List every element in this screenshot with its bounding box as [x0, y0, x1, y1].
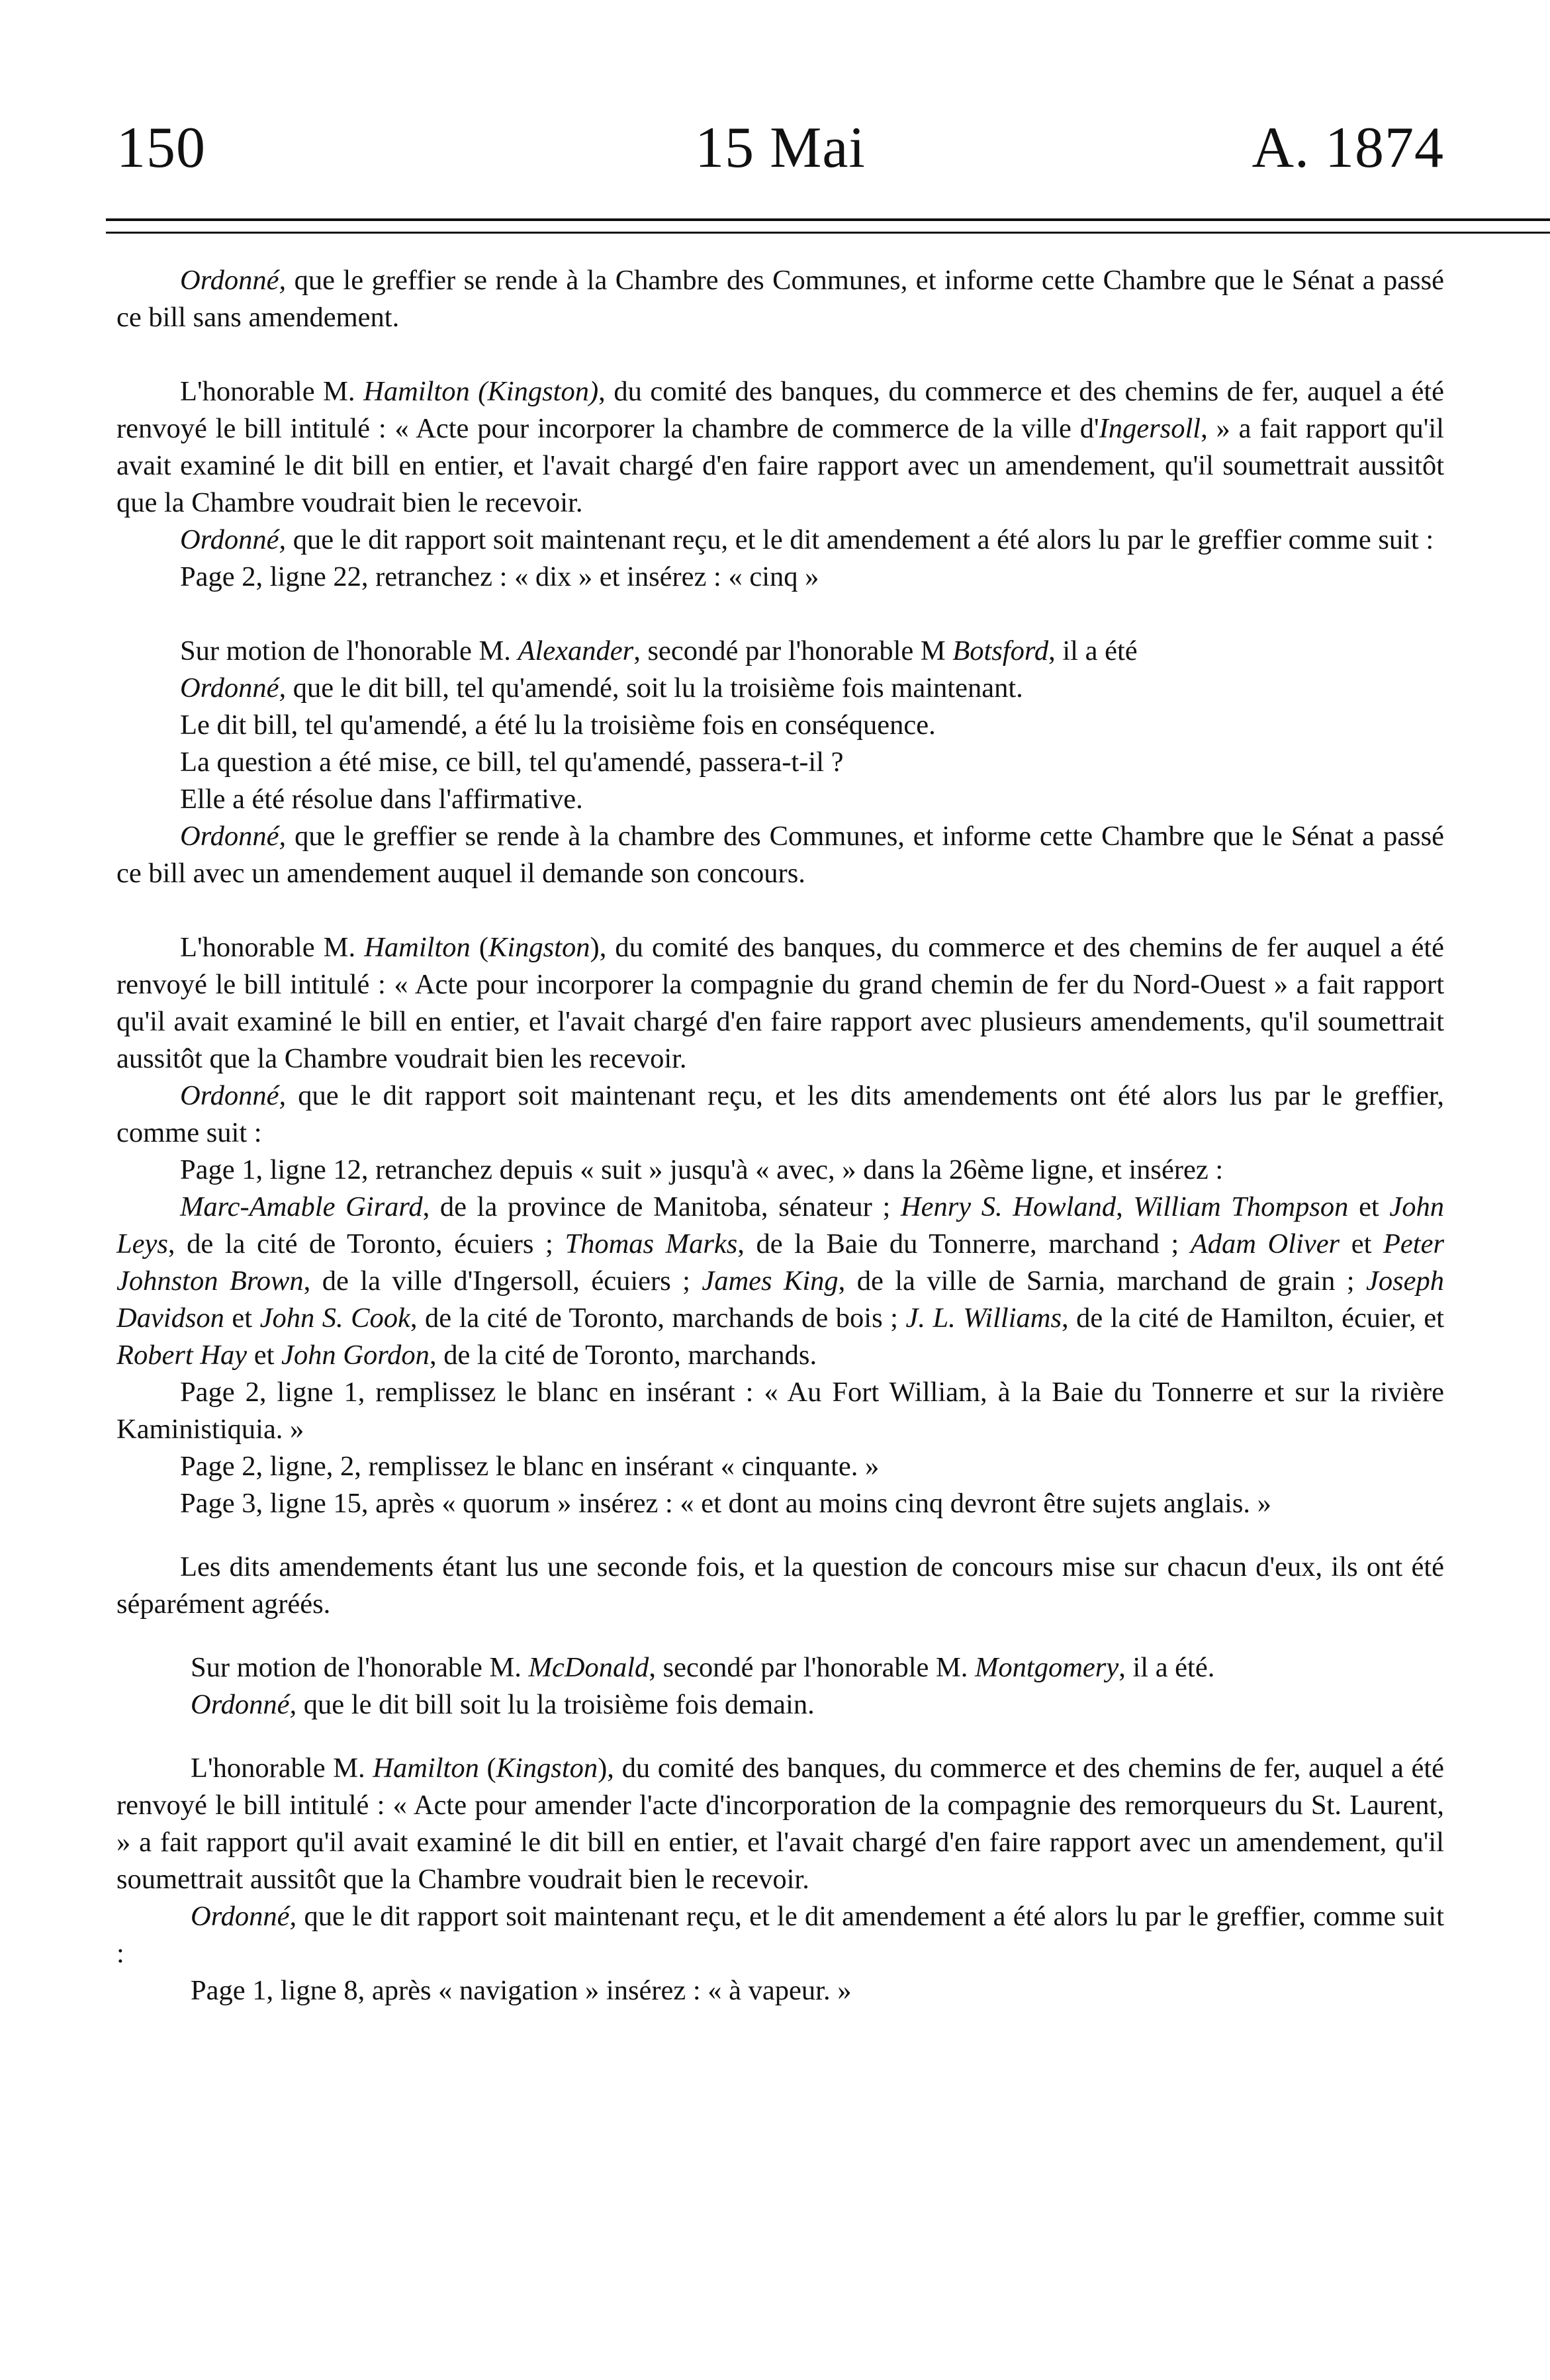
paragraph-text: , de la Baie du Tonnerre, marchand ;	[737, 1228, 1191, 1259]
paragraph-text: , du comité des banques, du commerce et des chemins de fer, auquel a été renvoyé le bill intitulé : « Acte pour incorporer la chambre de commerce de la ville d'	[116, 376, 1444, 444]
paragraph-text: , de la ville de Sarnia, marchand de grain ;	[838, 1265, 1366, 1297]
paragraph-text: , de la province de Manitoba, sénateur ;	[422, 1191, 901, 1222]
person-name: J. L. Williams	[905, 1303, 1062, 1334]
paragraph-text: que le greffier se rende à la Chambre des Communes, et informe cette Chambre que le Sénat a passé ce bill sans amendement.	[116, 265, 1444, 333]
paragraph-text: , de la cité de Hamilton, écuier, et	[1062, 1303, 1444, 1334]
paragraph-text: (	[479, 1753, 496, 1784]
senator-name: Hamilton (Kingston)	[363, 376, 599, 407]
ordonne-label: Ordonné,	[191, 1901, 297, 1932]
place-name: Kingston	[488, 932, 590, 963]
order-paragraph	[116, 1898, 1444, 1972]
senator-name: Alexander	[518, 635, 634, 666]
reading-line: Le dit bill, tel qu'amendé, a été lu la troisième fois en conséquence.	[180, 709, 936, 741]
person-name: Peter Johnston Brown	[116, 1228, 1445, 1297]
concurrence-paragraph: Les dits amendements étant lus une seconde fois, et la question de concours mise sur chacun d'eux, ils ont été séparément agréés.	[116, 1551, 1444, 1620]
paragraph-text: que le dit bill soit lu la troisième fois demain.	[296, 1689, 815, 1720]
page-date: 15 Mai	[695, 116, 866, 180]
paragraph-text: ,	[1116, 1191, 1134, 1222]
motion-paragraph	[116, 633, 1444, 670]
paragraph-text: L'honorable M.	[180, 932, 365, 963]
person-name: Marc-Amable Girard	[180, 1191, 423, 1222]
incorporators-list	[116, 1189, 1444, 1374]
place-name: Ingersoll	[1099, 413, 1201, 444]
ordonne-label: Ordonné,	[191, 1689, 297, 1720]
paragraph-text: , secondé par l'honorable M.	[649, 1652, 976, 1683]
paragraph-text: , » a fait rapport qu'il avait examiné le dit bill en entier, et l'avait chargé d'en faire rapport avec un amendement, qu'il soumettrait aussitôt que la Chambre voudrait bien le recevoir.	[116, 413, 1444, 518]
paragraph-text: , secondé par l'honorable M	[633, 635, 953, 666]
order-paragraph	[116, 522, 1444, 559]
person-name: John Leys	[116, 1191, 1445, 1259]
order-paragraph	[116, 1077, 1444, 1152]
senator-name: Hamilton	[373, 1753, 479, 1784]
order-paragraph	[116, 670, 1444, 707]
amendment-line: Page 1, ligne 8, après « navigation » insérez : « à vapeur. »	[191, 1975, 852, 2006]
report-paragraph	[116, 1750, 1444, 1898]
paragraph-text: ), du comité des banques, du commerce et des chemins de fer auquel a été renvoyé le bill intitulé : « Acte pour incorporer la compagnie du grand chemin de fer du Nord-Ouest » a fait rapport qu'il avait examiné le bill en entier, et l'avait chargé d'en faire rapport avec plusieurs amendements, qu'il soumettrait aussitôt que la Chambre voudrait bien les recevoir.	[116, 932, 1444, 1074]
paragraph-text: , de la cité de Toronto, écuiers ;	[167, 1228, 565, 1259]
person-name: William Thompson	[1133, 1191, 1349, 1222]
person-name: John Gordon	[281, 1340, 430, 1371]
amendment-line: Page 1, ligne 12, retranchez depuis « suit » jusqu'à « avec, » dans la 26ème ligne, et insérez :	[180, 1154, 1224, 1185]
header-double-rule	[106, 218, 1550, 234]
question-line: La question a été mise, ce bill, tel qu'amendé, passera-t-il ?	[180, 747, 844, 778]
amendment-line: Page 3, ligne 15, après « quorum » insérez : « et dont au moins cinq devront être sujets anglais. »	[180, 1488, 1271, 1519]
amendment-line: Page 2, ligne 22, retranchez : « dix » et insérez : « cinq »	[180, 561, 819, 592]
paragraph-text: L'honorable M.	[180, 376, 364, 407]
amendment-line: Page 2, ligne, 2, remplissez le blanc en insérant « cinquante. »	[180, 1451, 880, 1482]
senator-name: Hamilton	[364, 932, 471, 963]
order-paragraph	[116, 1686, 1444, 1723]
person-name: Joseph Davidson	[116, 1265, 1445, 1334]
paragraph-text: que le dit bill, tel qu'amendé, soit lu la troisième fois maintenant.	[286, 672, 1023, 704]
page-year: A. 1874	[1252, 116, 1444, 180]
paragraph-text: et	[224, 1303, 260, 1334]
paragraph-text: (	[470, 932, 489, 963]
paragraph-text: , il a été.	[1118, 1652, 1215, 1683]
ordonne-label: Ordonné,	[180, 1080, 287, 1111]
paragraph-text: que le dit rapport soit maintenant reçu, et le dit amendement a été alors lu par le greffier, comme suit :	[116, 1901, 1444, 1969]
order-paragraph	[116, 262, 1444, 336]
person-name: Adam Oliver	[1190, 1228, 1340, 1259]
paragraph-text: , de la ville d'Ingersoll, écuiers ;	[303, 1265, 702, 1297]
motion-paragraph	[116, 1649, 1444, 1686]
paragraph-text: , de la cité de Toronto, marchands.	[429, 1340, 817, 1371]
senator-name: Botsford	[952, 635, 1049, 666]
person-name: Robert Hay	[116, 1340, 248, 1371]
paragraph-text: que le dit rapport soit maintenant reçu, et le dit amendement a été alors lu par le greffier comme suit :	[286, 524, 1434, 555]
ordonne-label: Ordonné,	[180, 265, 287, 296]
paragraph-text: ), du comité des banques, du commerce et des chemins de fer, auquel a été renvoyé le bill intitulé : « Acte pour amender l'acte d'incorporation de la compagnie des remorqueurs du St. Laurent, » a fait rapport qu'il avait examiné le dit bill en entier, et l'avait chargé d'en faire rapport avec un amendement, qu'il soumettrait aussitôt que la Chambre voudrait bien le recevoir.	[116, 1753, 1444, 1895]
paragraph-text: que le dit rapport soit maintenant reçu, et les dits amendements ont été alors lus par le greffier, comme suit :	[116, 1080, 1444, 1148]
resolution-line: Elle a été résolue dans l'affirmative.	[180, 784, 583, 815]
report-paragraph	[116, 929, 1444, 1077]
person-name: John S. Cook	[259, 1303, 410, 1334]
paragraph-text: , il a été	[1048, 635, 1138, 666]
page-number: 150	[116, 116, 206, 180]
ordonne-label: Ordonné,	[180, 821, 287, 852]
paragraph-text: que le greffier se rende à la chambre des Communes, et informe cette Chambre que le Sénat a passé ce bill avec un amendement auquel il demande son concours.	[116, 821, 1444, 889]
person-name: Thomas Marks	[565, 1228, 738, 1259]
paragraph-text: Sur motion de l'honorable M.	[180, 635, 518, 666]
journal-body	[116, 262, 1444, 2009]
person-name: James King	[702, 1265, 839, 1297]
paragraph-text: et	[1340, 1228, 1383, 1259]
report-paragraph	[116, 373, 1444, 522]
paragraph-text: et	[247, 1340, 282, 1371]
paragraph-text: L'honorable M.	[191, 1753, 373, 1784]
ordonne-label: Ordonné,	[180, 672, 287, 704]
paragraph-text: et	[1348, 1191, 1390, 1222]
paragraph-text: Sur motion de l'honorable M.	[191, 1652, 529, 1683]
order-paragraph	[116, 818, 1444, 892]
senator-name: McDonald	[528, 1652, 649, 1683]
paragraph-text: , de la cité de Toronto, marchands de bois ;	[410, 1303, 906, 1334]
person-name: Henry S. Howland	[900, 1191, 1117, 1222]
amendment-line: Page 2, ligne 1, remplissez le blanc en insérant : « Au Fort William, à la Baie du Tonnerre et sur la rivière Kaministiquia. »	[116, 1377, 1444, 1445]
place-name: Kingston	[496, 1753, 598, 1784]
page-header	[116, 0, 1444, 199]
ordonne-label: Ordonné,	[180, 524, 287, 555]
senator-name: Montgomery	[975, 1652, 1119, 1683]
